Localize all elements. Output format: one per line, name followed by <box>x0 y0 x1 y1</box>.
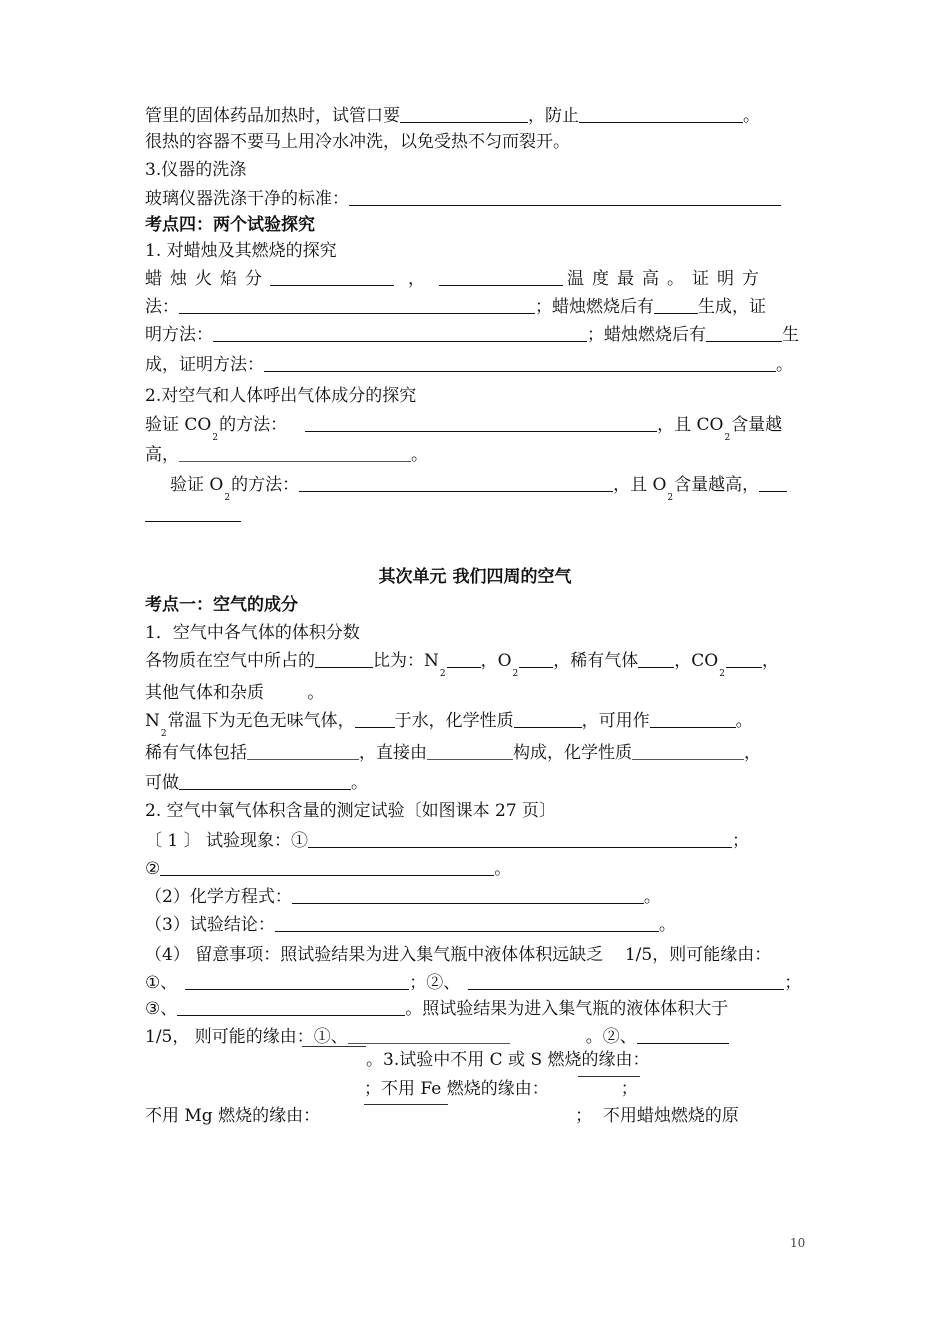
line-wash-standard: 玻璃仪器洗涤干净的标准： <box>145 184 809 214</box>
page-number: 10 <box>790 1236 806 1250</box>
blank[interactable] <box>447 649 481 668</box>
line-candle-flame: 蜡烛火焰分 ， 温度最高。证明方 <box>145 269 767 289</box>
blank[interactable] <box>185 971 409 990</box>
line-heating-tip: 管里的固体药品加热时，试管口要 ，防止 。 <box>145 106 760 126</box>
blank[interactable] <box>355 709 395 728</box>
line-excess-reasons: 1/5， 则可能的缘由：①、 。②、 <box>145 1022 809 1052</box>
line-other-gases: 其他气体和杂质 。 <box>145 683 325 703</box>
blank[interactable] <box>427 741 513 760</box>
blank[interactable] <box>439 267 563 286</box>
blank[interactable] <box>650 709 736 728</box>
blank[interactable] <box>177 997 405 1016</box>
unit-title: 其次单元 我们四周的空气 <box>378 567 572 587</box>
line-candle-method-2: 明方法： ；蜡烛燃烧后有 生 <box>145 325 799 345</box>
line-candle-method-1: 法： ；蜡烛燃烧后有 生成，证 <box>145 297 766 317</box>
line-reasons-2: ③、 。照试验结果为进入集气瓶的液体体积大于 <box>145 999 729 1019</box>
blank[interactable] <box>305 413 657 432</box>
blank[interactable] <box>145 503 241 522</box>
line-noble-gases: 稀有气体包括 ，直接由 构成，化学性质 ， <box>145 743 761 763</box>
blank[interactable] <box>275 913 659 932</box>
blank[interactable] <box>179 295 535 314</box>
line-o2-measure: 2. 空气中氧气体积含量的测定试验〔如图课本 27 页〕 <box>145 801 557 821</box>
blank[interactable] <box>726 649 762 668</box>
blank[interactable] <box>759 473 787 492</box>
blank[interactable] <box>308 829 732 848</box>
blank[interactable] <box>349 187 781 206</box>
blank[interactable] <box>270 267 394 286</box>
line-conclusion: （3）试验结论： 。 <box>145 915 676 935</box>
line-mg-reason: 不用 Mg 燃烧的缘由： ； 不用蜡烛燃烧的原 <box>145 1106 739 1126</box>
line-phenomenon-1: 〔 1 〕 试验现象：① ； <box>145 831 750 851</box>
blank[interactable] <box>514 709 582 728</box>
blank[interactable] <box>654 295 698 314</box>
line-co2-result: 高， 。 <box>145 445 428 465</box>
line-air-fractions: 1．空气中各气体的体积分数 <box>145 623 360 643</box>
blank[interactable] <box>213 323 587 342</box>
line-phenomenon-2: ② 。 <box>145 859 512 879</box>
blank[interactable] <box>264 353 776 372</box>
line-wash-heading: 3.仪器的洗涤 <box>145 160 247 180</box>
line-candle-heading: 1. 对蜡烛及其燃烧的探究 <box>145 241 337 261</box>
line-o2-result <box>145 500 809 530</box>
line-c-s-reason: 。3.试验中不用 C 或 S 燃烧的缘由： <box>366 1050 650 1070</box>
line-equation: （2）化学方程式： 。 <box>145 887 661 907</box>
blank[interactable] <box>519 649 553 668</box>
blank[interactable] <box>299 473 613 492</box>
blank[interactable] <box>315 649 373 668</box>
line-breath-heading: 2.对空气和人体呼出气体成分的探究 <box>145 386 417 406</box>
blank[interactable] <box>292 885 644 904</box>
blank[interactable] <box>179 771 351 790</box>
line-candle-method-3: 成，证明方法： 。 <box>145 355 793 375</box>
blank[interactable] <box>348 1025 510 1044</box>
line-notes: （4） 留意事项：照试验结果为进入集气瓶中液体体积远缺乏 1/5，则可能缘由： <box>145 945 772 965</box>
line-hot-container: 很热的容器不要马上用冷水冲洗，以免受热不匀而裂开。 <box>145 132 570 152</box>
blank[interactable] <box>247 741 359 760</box>
line-fe-reason: ；不用 Fe 燃烧的缘由： ； <box>364 1079 638 1099</box>
blank[interactable] <box>637 1025 729 1044</box>
line-noble-use: 可做 。 <box>145 773 368 793</box>
blank[interactable] <box>632 741 744 760</box>
blank[interactable] <box>160 857 494 876</box>
section-heading-4: 考点四：两个试验探究 <box>145 215 315 235</box>
blank[interactable] <box>579 104 743 123</box>
line-reasons-1: ①、 ；②、 ； <box>145 973 802 993</box>
line-nitrogen: $N_2$常温下为无色无味气体， 于水，化学性质 ，可用作 。 <box>145 711 753 739</box>
blank[interactable] <box>638 649 674 668</box>
blank[interactable] <box>706 323 782 342</box>
section-heading-1: 考点一：空气的成分 <box>145 595 298 615</box>
line-air-ratio: 各物质在空气中所占的 比为：$N_2$，$O_2$，稀有气体 ，$CO_2$， <box>145 651 779 679</box>
blank[interactable] <box>400 104 528 123</box>
blank[interactable] <box>468 971 784 990</box>
blank[interactable] <box>179 443 411 462</box>
line-co2-test: 验证 $CO_2$的方法： ，且 $CO_2$含量越 <box>145 415 783 443</box>
blank[interactable] <box>302 1046 366 1047</box>
line-o2-test: 验证 $O_2$的方法： ，且 $O_2$含量越高， <box>170 470 810 500</box>
